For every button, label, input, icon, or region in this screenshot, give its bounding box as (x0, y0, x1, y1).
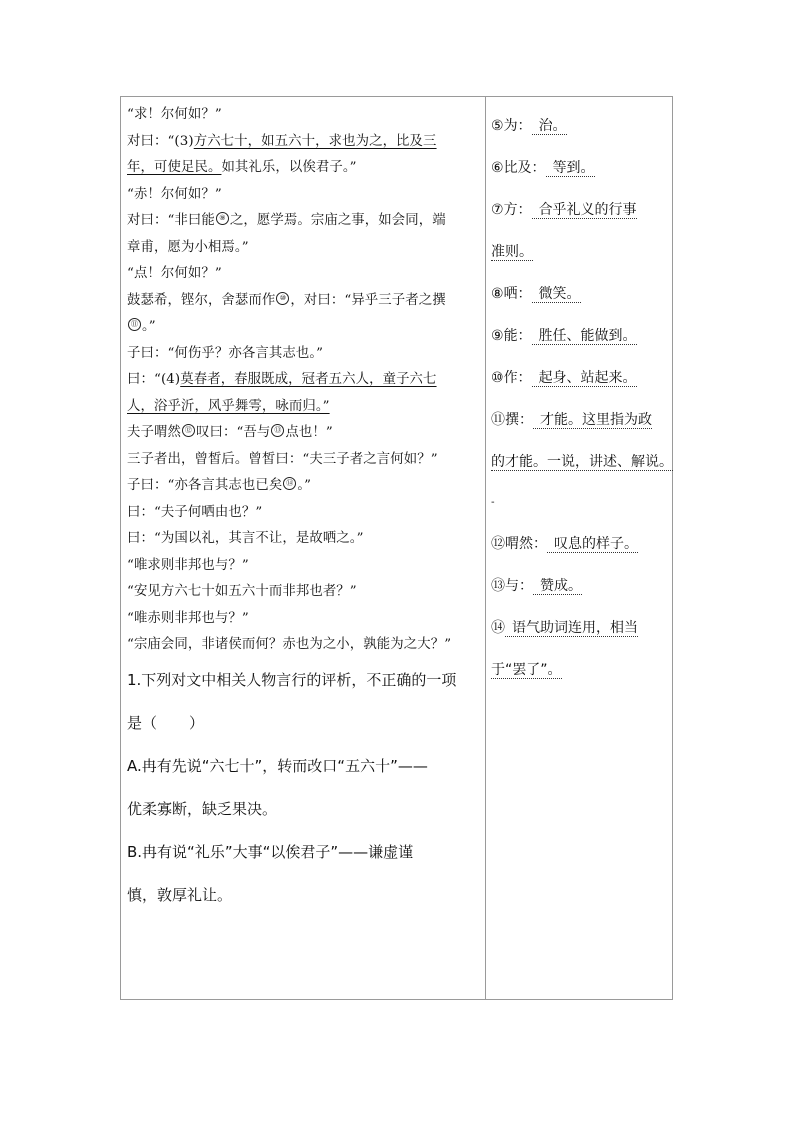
text-segment: 叹曰：“吾与 (195, 425, 271, 440)
question-line-1: 1.下列对文中相关人物言行的评析，不正确的一项 (127, 670, 457, 689)
question-suffix: ） (189, 713, 205, 732)
annotation-definition: 胜任、能做到。 (531, 328, 637, 344)
footnote-marker: ⑨ (216, 212, 229, 225)
footnote-marker: ⑫ (182, 424, 195, 437)
annotation-term: 作： (503, 370, 532, 386)
annotation-item (491, 649, 671, 691)
annotation-number: ⑧ (491, 286, 504, 302)
annotation-term: 为： (503, 118, 532, 134)
text-segment: “求！尔何如？” (127, 107, 222, 122)
text-segment: (4) (160, 372, 181, 387)
content-table (120, 96, 673, 1000)
text-segment: (3) (174, 133, 194, 149)
annotation-item (491, 315, 671, 357)
text-segment: “唯求则非邦也与？” (127, 557, 249, 573)
text-line (127, 473, 481, 500)
annotation-item (491, 483, 671, 523)
column-divider (485, 97, 486, 999)
annotation-item (491, 607, 671, 649)
text-segment: 曰：“ (127, 372, 161, 387)
underlined-text: 方六七十，如五六十，求也为之，比及三 (193, 133, 437, 149)
annotation-number: ⑫ (491, 536, 505, 552)
annotation-term: 与： (505, 578, 533, 594)
text-segment: 。” (297, 478, 312, 493)
text-segment: 曰：“为国以礼，其言不让，是故哂之。” (127, 531, 364, 546)
annotation-number: ⑦ (491, 202, 504, 218)
underlined-text: 年，可使足民。 (127, 160, 222, 175)
text-line (127, 288, 481, 315)
text-line (127, 632, 481, 659)
text-line (127, 420, 481, 447)
annotation-term: 方： (503, 202, 532, 218)
footnote-marker: ⑬ (271, 424, 284, 437)
annotation-definition: - (491, 497, 495, 508)
text-segment: 子曰：“亦各言其志也已矣 (127, 478, 283, 493)
text-segment: “点！尔何如？” (127, 266, 222, 281)
annotation-column (491, 105, 671, 691)
classical-text (127, 102, 481, 659)
annotation-number: ⑨ (491, 328, 504, 344)
annotation-term: 比及： (503, 160, 546, 176)
annotation-definition: 于“罢了”。 (491, 662, 562, 678)
text-line (127, 235, 481, 262)
text-line (127, 314, 481, 341)
option-a-line-1: A.冉有先说“六七十”，转而改口“五六十”—— (127, 756, 428, 775)
text-segment: “宗庙会同，非诸侯而何？赤也为之小，孰能为之大？” (127, 637, 452, 652)
text-line (127, 606, 481, 633)
option-b-line-2: 慎，敦厚礼让。 (127, 885, 233, 904)
text-segment: ，对曰：“异乎三子者之撰 (290, 292, 446, 308)
question-prefix: 是（ (127, 713, 158, 732)
annotation-item (491, 399, 671, 441)
text-segment: “唯赤则非邦也与？” (127, 610, 249, 626)
text-segment: “安见方六七十如五六十而非邦也者？” (127, 584, 357, 599)
annotation-item (491, 147, 671, 189)
annotation-item (491, 231, 671, 273)
annotation-item (491, 441, 671, 483)
text-line (127, 526, 481, 553)
text-segment: 鼓瑟希，铿尔，舍瑟而作 (127, 292, 276, 308)
annotation-definition: 叹息的样子。 (547, 536, 638, 552)
underlined-text: 人，浴乎沂，风乎舞雩，咏而归。” (127, 398, 330, 414)
annotation-number: ⑭ (491, 620, 505, 636)
text-segment: 之，愿学焉。宗庙之事，如会同，端 (229, 213, 446, 228)
question-line-2 (127, 702, 481, 745)
text-line (127, 102, 481, 129)
text-segment: 三子者出，曾皙后。曾皙曰：“夫三子者之言何如？” (127, 451, 438, 467)
annotation-definition: 合乎礼义的行事 (531, 202, 637, 218)
annotations (491, 105, 671, 691)
annotation-term: 哂： (503, 286, 532, 302)
footnote-marker: ⑪ (128, 318, 141, 331)
annotation-number: ⑬ (491, 578, 505, 594)
text-line (127, 579, 481, 606)
text-segment: “赤！尔何如？” (127, 186, 222, 202)
annotation-term: 能： (503, 328, 532, 344)
annotation-definition: 赞成。 (533, 578, 582, 594)
annotation-definition: 等到。 (545, 160, 595, 176)
text-segment: 对曰：“ (127, 133, 175, 149)
text-segment: 点也！” (285, 425, 333, 440)
text-segment: 如其礼乐，以俟君子。” (221, 160, 357, 175)
text-line (127, 155, 481, 182)
annotation-definition: 微笑。 (531, 286, 581, 302)
annotation-term: 喟然： (505, 536, 547, 552)
annotation-number: ⑥ (491, 160, 504, 176)
text-segment: 子曰：“何伤乎？亦各言其志也。” (127, 345, 324, 361)
annotation-number: ⑤ (491, 118, 504, 134)
annotation-definition: 起身、站起来。 (531, 370, 637, 386)
text-segment: 夫子喟然 (127, 425, 181, 440)
annotation-item (491, 105, 671, 147)
annotation-definition: 治。 (531, 118, 567, 134)
text-segment: 曰：“夫子何哂由也？” (127, 504, 263, 520)
text-segment: 对曰：“非曰能 (127, 213, 215, 228)
annotation-number: ⑪ (491, 412, 505, 428)
annotation-definition: 才能。这里指为政 (533, 412, 652, 428)
annotation-item (491, 273, 671, 315)
option-b-line-1: B.冉有说“礼乐”大事“以俟君子”——谦虚谨 (127, 842, 414, 861)
text-segment: 章甫，愿为小相焉。” (127, 239, 249, 255)
annotation-item (491, 189, 671, 231)
annotation-definition: 准则。 (491, 244, 533, 260)
footnote-marker: ⑭ (283, 477, 296, 490)
text-line (127, 500, 481, 527)
underlined-text: 莫春者，春服既成，冠者五六人，童子六七 (180, 372, 437, 387)
text-line (127, 553, 481, 580)
text-line (127, 182, 481, 209)
annotation-item (491, 565, 671, 607)
annotation-definition: 的才能。一说，讲述、解说。 (491, 454, 673, 470)
text-line (127, 208, 481, 235)
text-line (127, 341, 481, 368)
text-line (127, 261, 481, 288)
text-line (127, 394, 481, 421)
annotation-definition: 语气助词连用，相当 (505, 620, 638, 636)
text-column (127, 102, 481, 917)
option-a-line-2: 优柔寡断，缺乏果决。 (127, 799, 278, 818)
text-line (127, 367, 481, 394)
footnote-marker: ⑩ (276, 292, 289, 305)
annotation-item (491, 523, 671, 565)
annotation-item (491, 357, 671, 399)
annotation-number: ⑩ (491, 370, 504, 386)
text-line (127, 447, 481, 474)
annotation-term: 撰： (505, 412, 533, 428)
text-segment: 。” (142, 319, 156, 334)
text-line (127, 129, 481, 156)
